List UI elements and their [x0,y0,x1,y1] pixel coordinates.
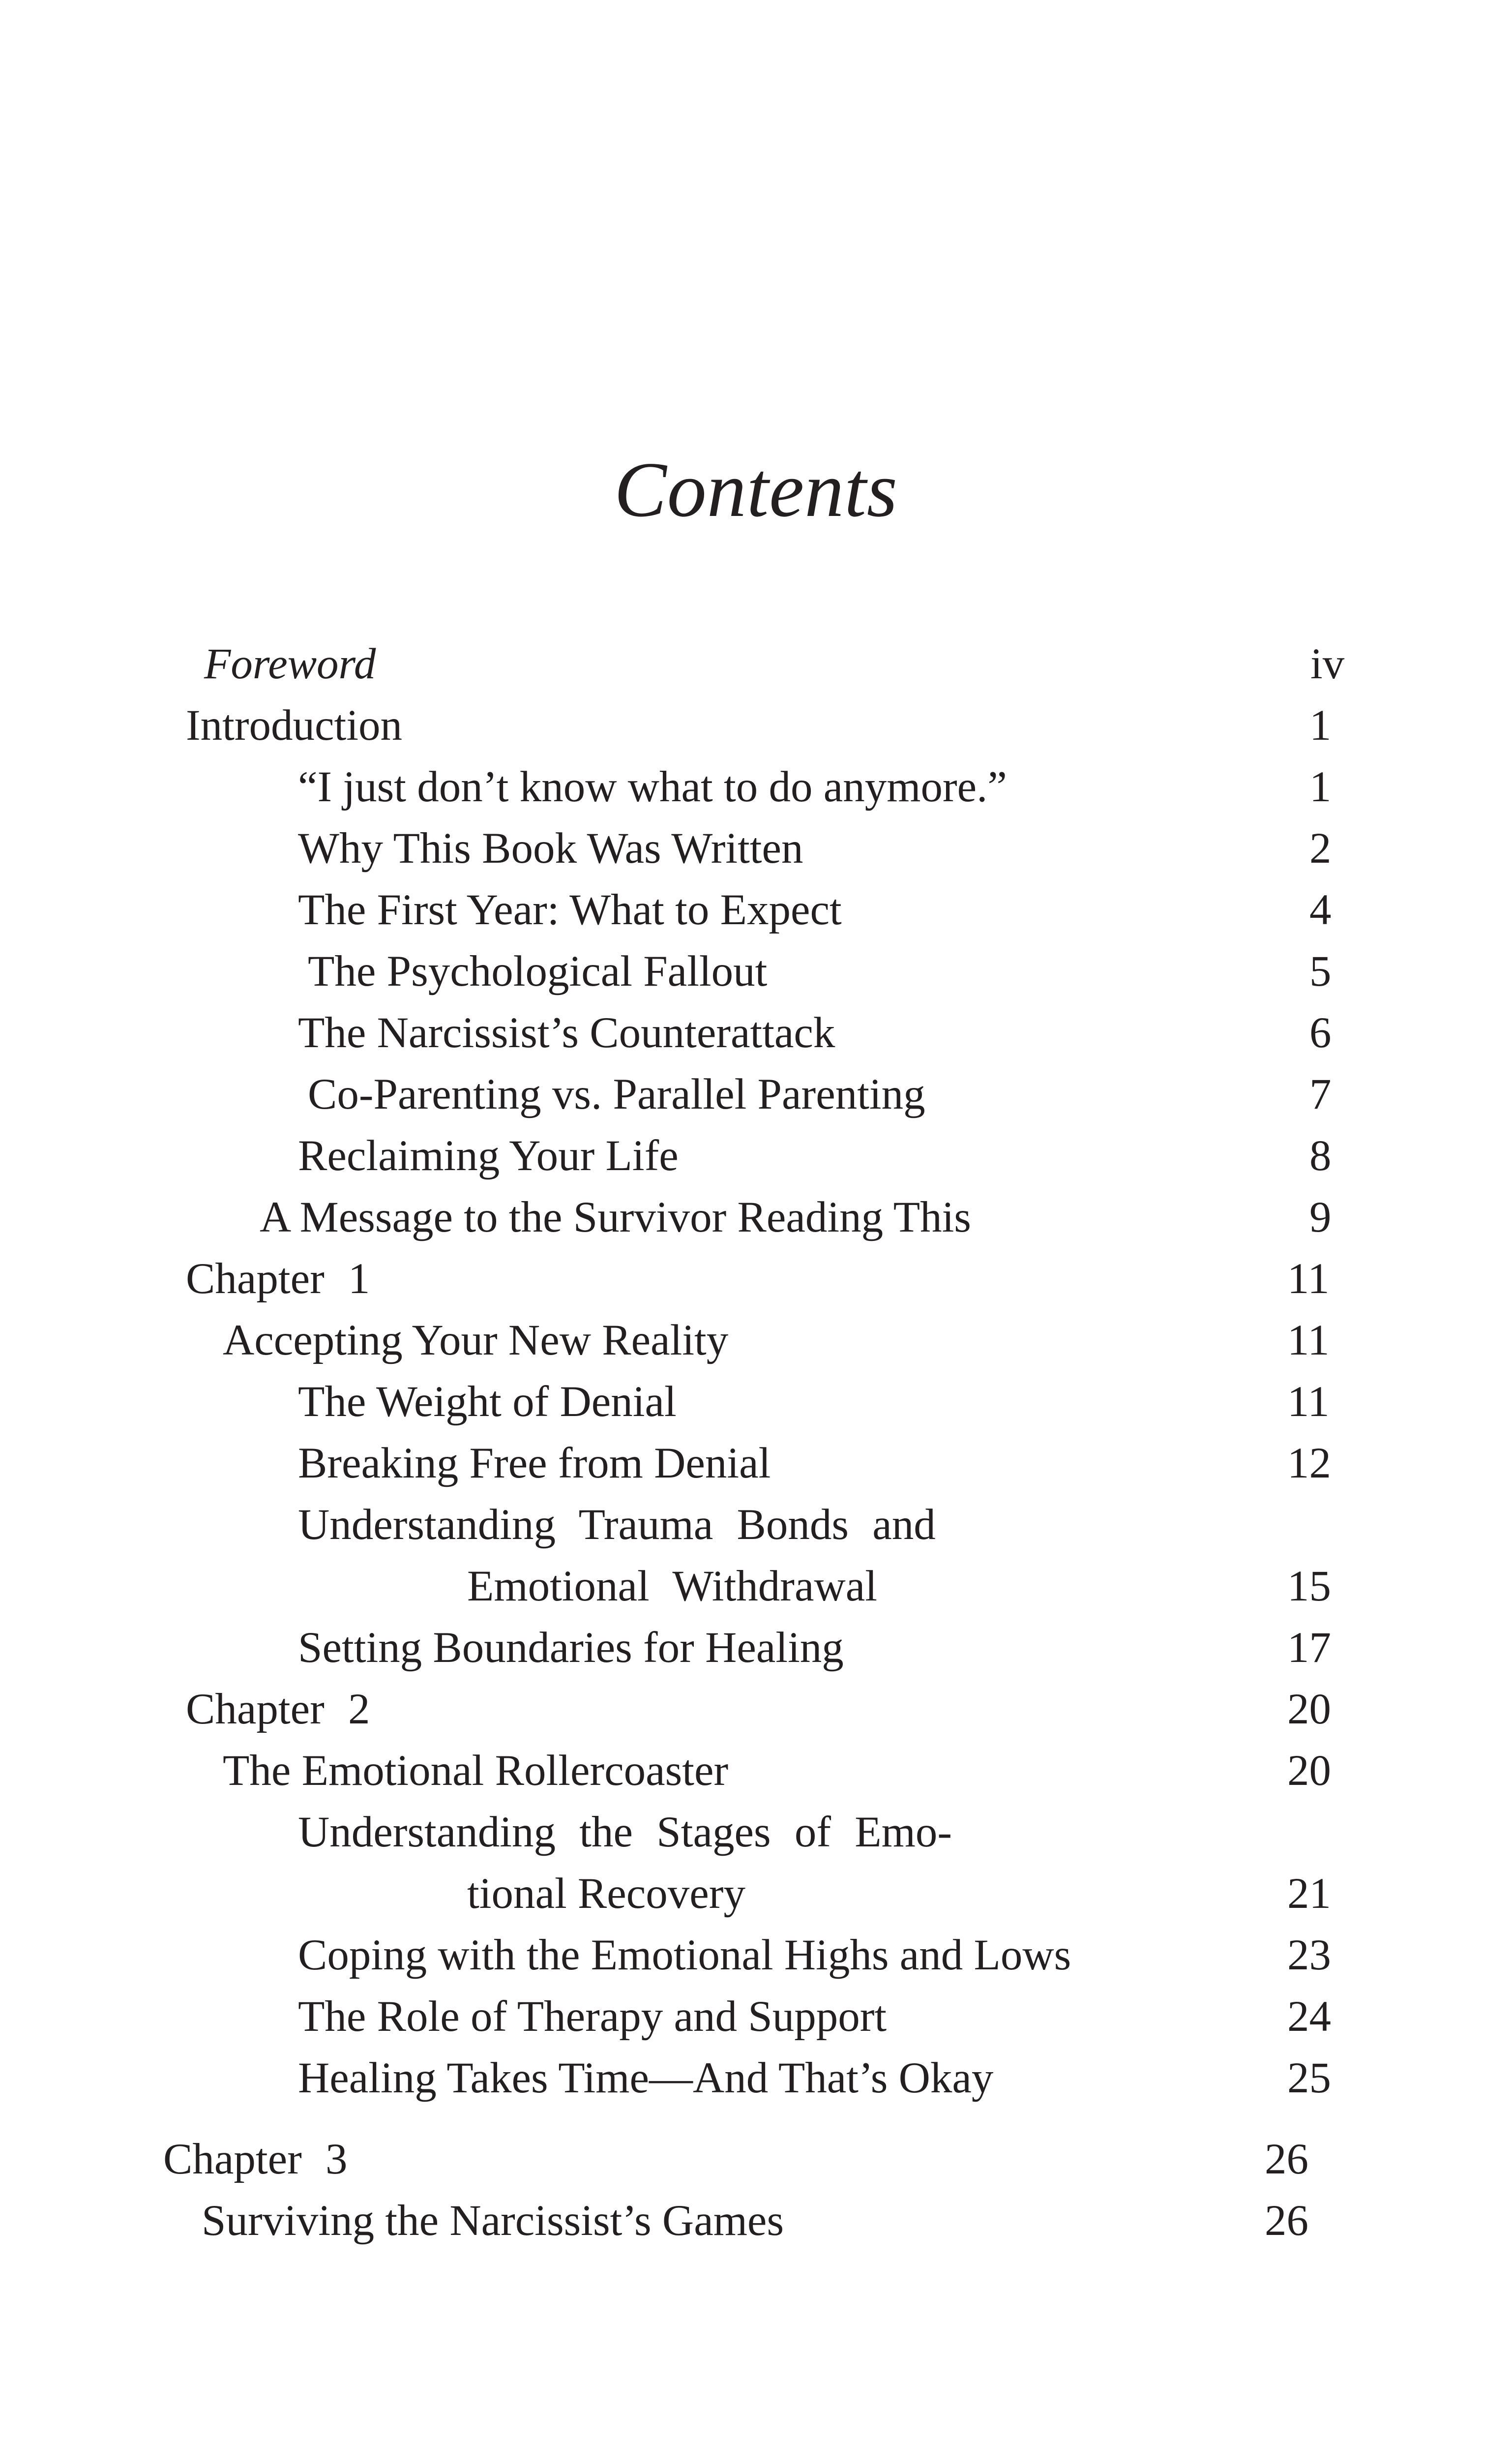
toc-entry-subsection[interactable] [298,821,1335,875]
toc-entry-page: 26 [1265,2197,1308,2245]
toc-entry-foreword[interactable] [204,637,1350,691]
toc-entry-subsection-continuation[interactable] [467,1559,1337,1613]
toc-entry-subsection[interactable] [308,944,1335,998]
toc-entry-subsection[interactable] [298,1006,1335,1060]
toc-entry-label: The Narcissist’s Counterattack [298,1009,835,1057]
toc-entry-subsection[interactable] [298,1436,1335,1490]
toc-entry-page: 21 [1287,1870,1331,1918]
toc-entry-chapter-3[interactable] [163,2132,1309,2186]
toc-entry-page: 2 [1309,824,1332,873]
toc-entry-page: iv [1310,640,1345,688]
toc-entry-label: Introduction [186,701,402,750]
toc-entry-subsection[interactable] [298,1375,1335,1429]
toc-entry-label: Chapter 1 [186,1255,370,1303]
toc-entry-page: 26 [1265,2135,1308,2183]
toc-entry-subsection-continuation[interactable] [467,1867,1337,1921]
toc-entry-page: 1 [1309,701,1332,750]
toc-entry-page: 6 [1309,1009,1332,1057]
toc-entry-page: 17 [1287,1624,1331,1672]
toc-entry-label: Chapter 2 [186,1685,370,1733]
toc-entry-section[interactable] [202,2194,1313,2248]
toc-entry-label: “I just don’t know what to do anymore.” [298,763,1007,811]
toc-entry-page: 9 [1309,1193,1332,1241]
toc-entry-page: 1 [1309,763,1332,811]
toc-entry-section[interactable] [223,1744,1334,1798]
toc-entry-subsection[interactable] [298,760,1335,814]
toc-entry-label: Foreword [204,640,376,688]
toc-entry-label: Understanding the Stages of Emo- [298,1808,952,1856]
toc-entry-label: Breaking Free from Denial [298,1439,771,1487]
toc-entry-label: Healing Takes Time—And That’s Okay [298,2054,994,2102]
toc-entry-label: The First Year: What to Expect [298,886,842,934]
toc-entry-subsection[interactable] [298,1928,1335,1982]
toc-entry-page: 5 [1309,947,1332,995]
toc-entry-subsection[interactable] [308,1067,1335,1121]
toc-entry-subsection[interactable] [298,1990,1335,2044]
toc-entry-chapter-1[interactable] [186,1252,1332,1306]
toc-entry-label: The Psychological Fallout [308,947,768,995]
toc-entry-subsection[interactable] [298,2051,1335,2105]
page-title: Contents [614,446,898,533]
toc-entry-subsection[interactable] [298,1129,1335,1183]
toc-entry-label: Chapter 3 [163,2135,348,2183]
toc-entry-subsection[interactable] [298,1805,1335,1859]
toc-entry-label: Why This Book Was Written [298,824,803,873]
toc-entry-label: tional Recovery [467,1870,745,1918]
toc-entry-chapter-2[interactable] [186,1682,1332,1736]
toc-entry-page: 7 [1309,1070,1332,1118]
toc-entry-label: The Role of Therapy and Support [298,1992,887,2041]
toc-entry-page: 23 [1287,1931,1331,1979]
toc-entry-section[interactable] [223,1313,1334,1367]
toc-entry-page: 8 [1309,1132,1332,1180]
toc-entry-page: 11 [1287,1316,1330,1364]
toc-entry-label: Surviving the Narcissist’s Games [202,2197,784,2245]
toc-entry-label: Setting Boundaries for Healing [298,1624,844,1672]
toc-entry-subsection[interactable] [298,1498,1335,1552]
toc-entry-page: 20 [1287,1685,1331,1733]
toc-entry-label: Understanding Trauma Bonds and [298,1501,936,1549]
toc-entry-label: Accepting Your New Reality [223,1316,729,1364]
toc-entry-page: 11 [1287,1378,1330,1426]
toc-entry-page: 25 [1287,2054,1331,2102]
toc-entry-page: 11 [1287,1255,1330,1303]
toc-entry-label: A Message to the Survivor Reading This [260,1193,971,1241]
toc-entry-subsection[interactable] [298,1621,1335,1675]
toc-entry-label: Coping with the Emotional Highs and Lows [298,1931,1071,1979]
toc-entry-page: 4 [1309,886,1332,934]
toc-entry-label: Co-Parenting vs. Parallel Parenting [308,1070,925,1118]
toc-entry-label: The Emotional Rollercoaster [223,1747,729,1795]
toc-entry-label: Emotional Withdrawal [467,1562,877,1610]
toc-entry-label: Reclaiming Your Life [298,1132,679,1180]
toc-entry-page: 12 [1287,1439,1331,1487]
toc-entry-subsection[interactable] [298,883,1335,937]
toc-entry-label: The Weight of Denial [298,1378,677,1426]
toc-entry-page: 15 [1287,1562,1331,1610]
toc-entry-page: 20 [1287,1747,1331,1795]
toc-entry-page: 24 [1287,1992,1331,2041]
toc-entry-section[interactable] [260,1190,1336,1244]
toc-entry-introduction[interactable] [186,698,1332,753]
